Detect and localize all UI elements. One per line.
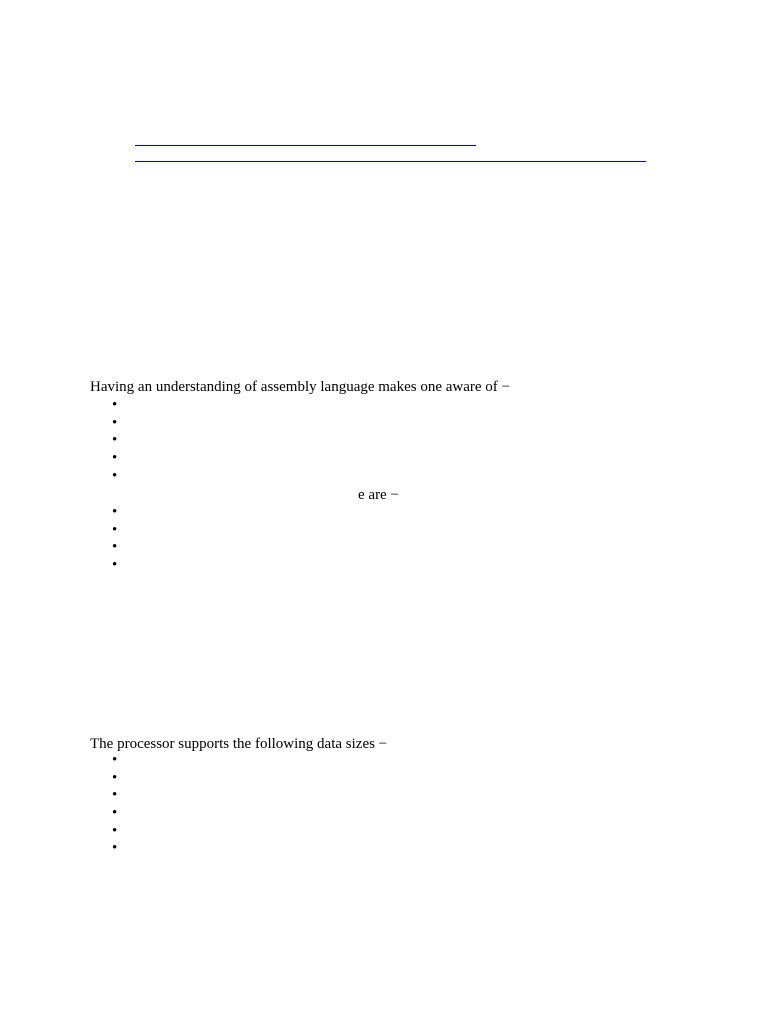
list-item xyxy=(112,557,117,575)
data-sizes-paragraph: The processor supports the following data sizes − xyxy=(90,736,388,752)
data-sizes-list xyxy=(112,752,117,858)
list-item xyxy=(112,840,117,858)
awareness-list xyxy=(112,397,117,485)
list-item xyxy=(112,504,117,522)
bullet-icon: • xyxy=(112,539,118,556)
bullet-icon: • xyxy=(112,769,118,786)
advantages-list xyxy=(112,504,117,575)
list-item xyxy=(112,397,117,415)
list-item xyxy=(112,805,117,823)
list-item xyxy=(112,468,117,486)
hyperlink-underline-1[interactable] xyxy=(135,145,476,146)
list-item xyxy=(112,522,117,540)
bullet-icon: • xyxy=(112,450,118,467)
bullet-icon: • xyxy=(112,557,118,574)
list-item xyxy=(112,450,117,468)
partial-heading-fragment: e are − xyxy=(358,487,399,503)
list-item xyxy=(112,823,117,841)
bullet-icon: • xyxy=(112,805,118,822)
bullet-icon: • xyxy=(112,752,118,768)
bullet-icon: • xyxy=(112,504,118,520)
list-item xyxy=(112,539,117,557)
bullet-icon: • xyxy=(112,787,118,804)
bullet-icon: • xyxy=(112,414,118,431)
list-item xyxy=(112,770,117,788)
list-item xyxy=(112,752,117,770)
bullet-icon: • xyxy=(112,822,118,839)
list-item xyxy=(112,787,117,805)
bullet-icon: • xyxy=(112,397,118,413)
bullet-icon: • xyxy=(112,840,118,857)
hyperlink-underline-2[interactable] xyxy=(135,161,646,162)
bullet-icon: • xyxy=(112,521,118,538)
list-item xyxy=(112,415,117,433)
list-item xyxy=(112,432,117,450)
intro-paragraph: Having an understanding of assembly language makes one aware of − xyxy=(90,379,510,395)
bullet-icon: • xyxy=(112,467,118,484)
bullet-icon: • xyxy=(112,432,118,449)
